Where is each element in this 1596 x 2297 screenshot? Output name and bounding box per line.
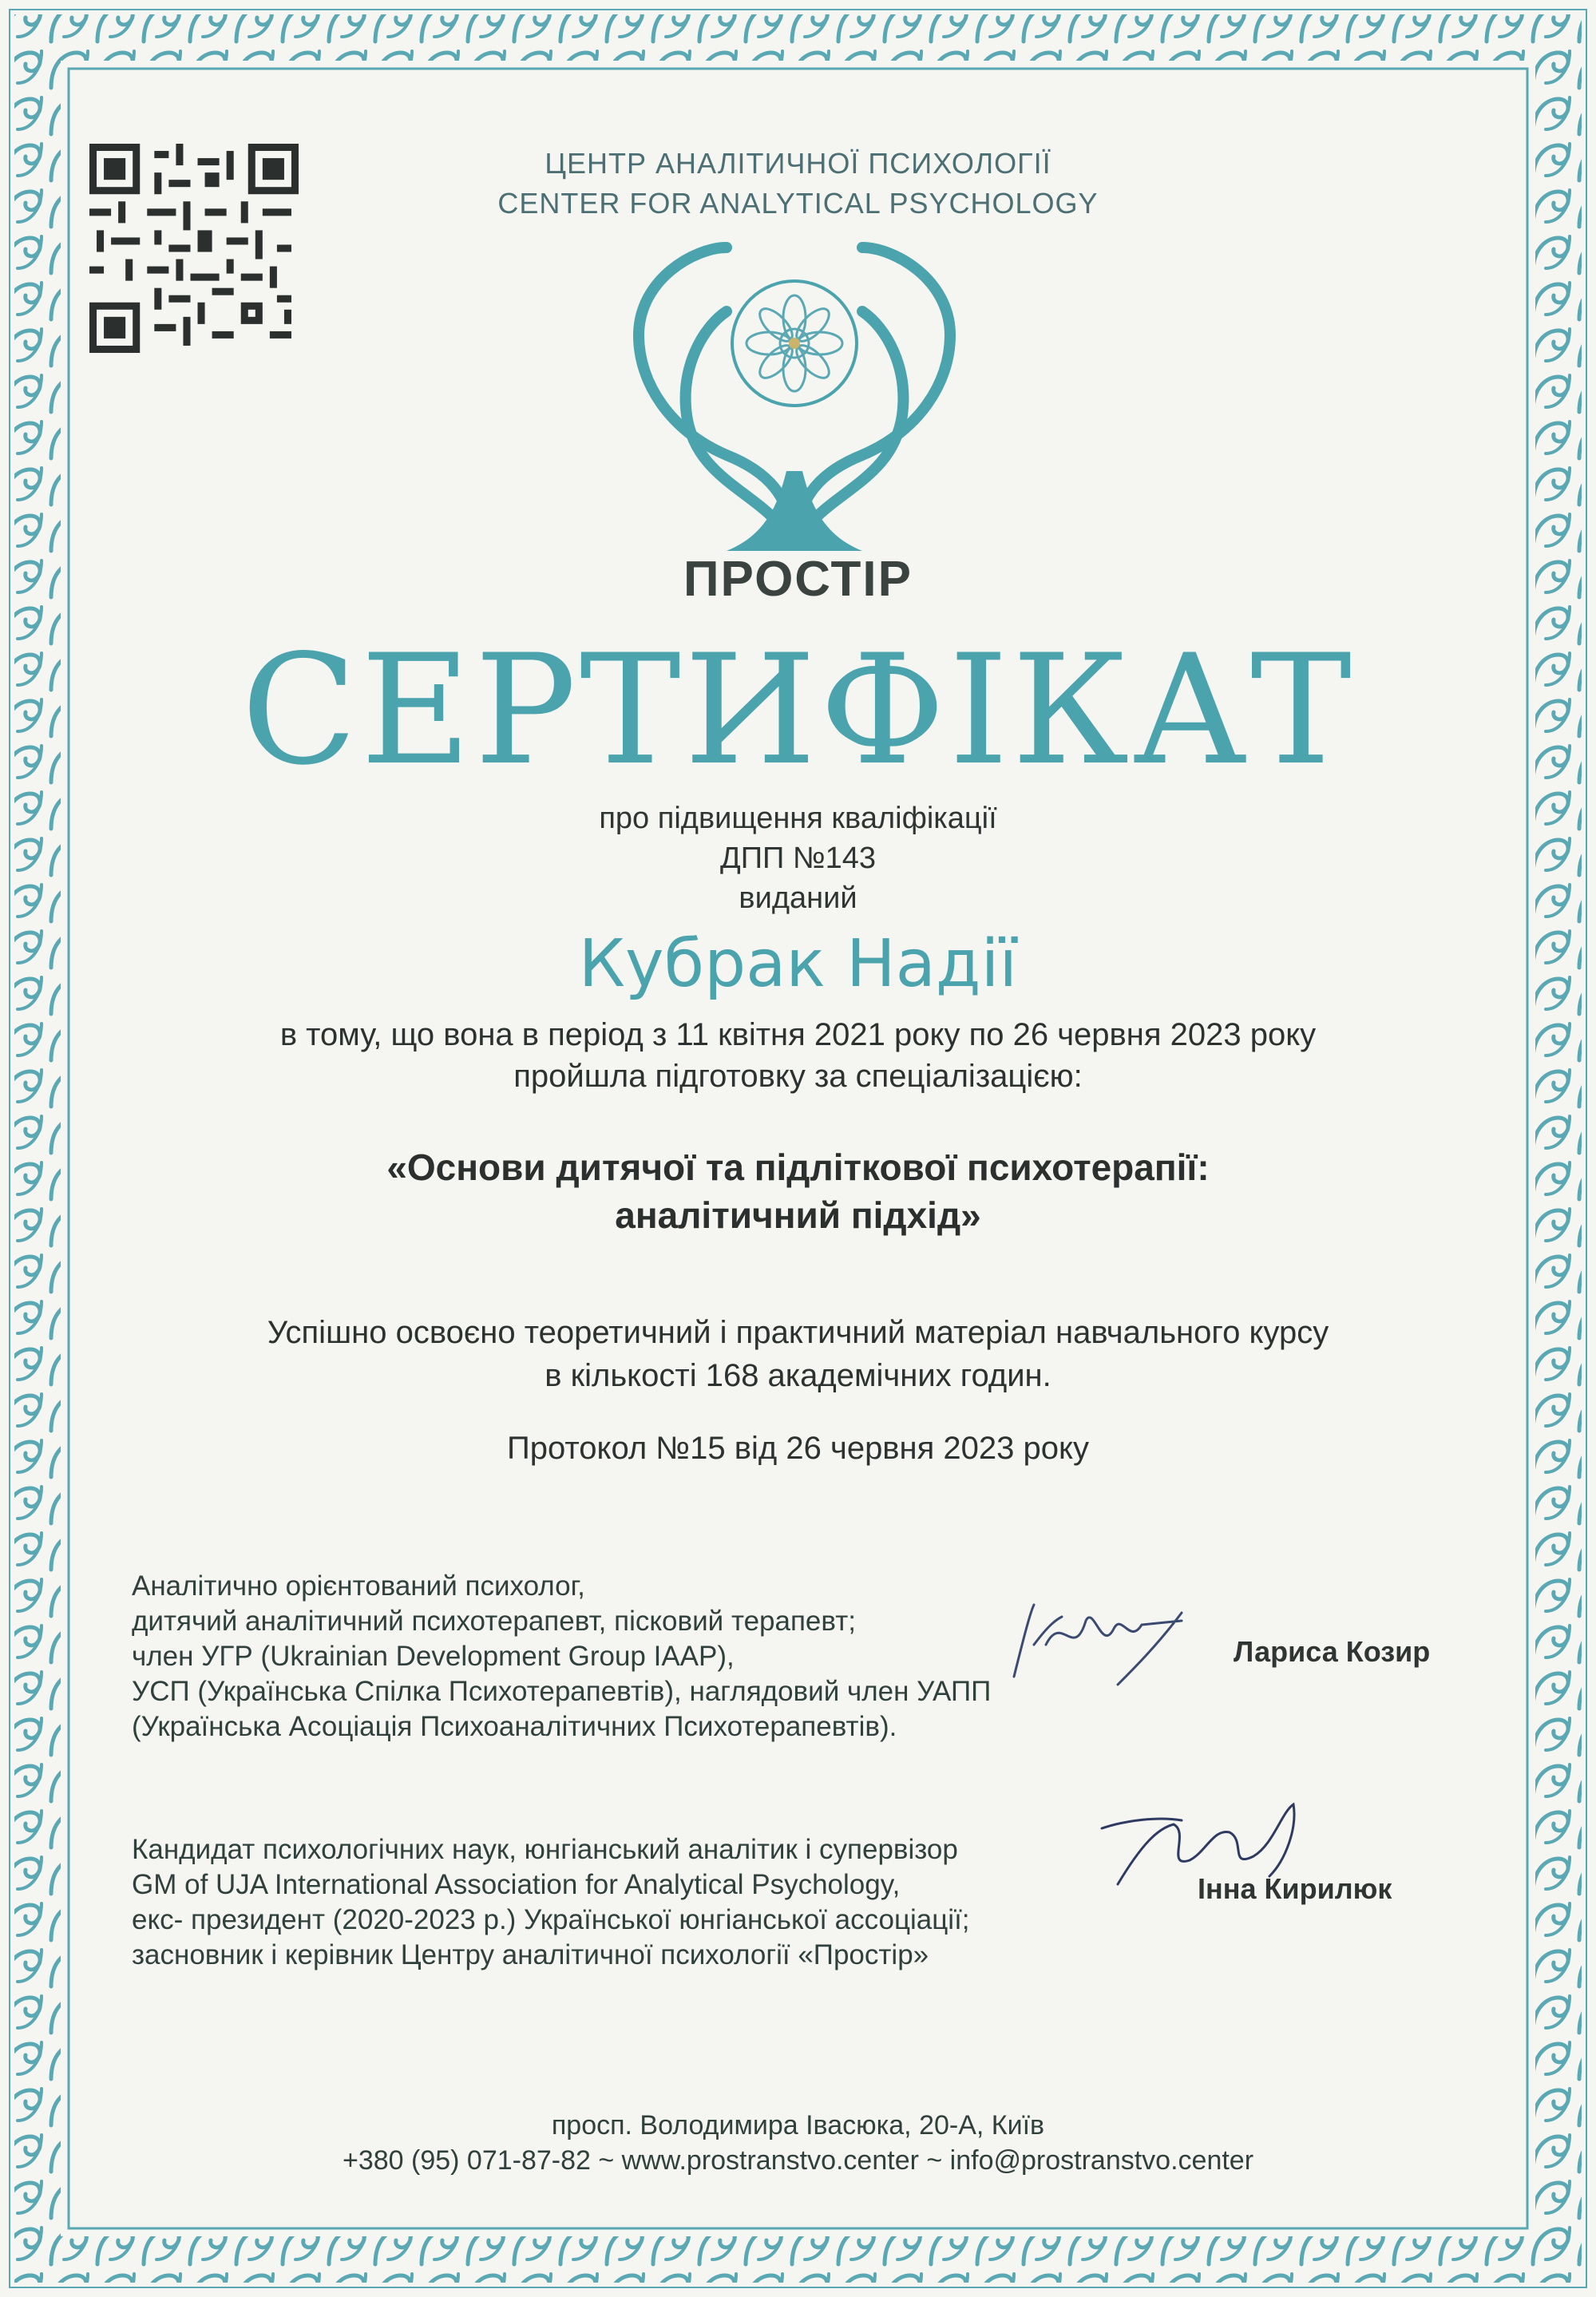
credential-line: (Українська Асоціація Психоаналітичних Психотерапевтів). xyxy=(132,1711,897,1742)
organization-name-en: CENTER FOR ANALYTICAL PSYCHOLOGY xyxy=(497,187,1099,220)
credential-line: дитячий аналітичний психотерапевт, пісковий терапевт; xyxy=(132,1606,856,1637)
course-title-line-2: аналітичний підхід» xyxy=(615,1194,981,1236)
footer-contacts[interactable]: +380 (95) 071-87-82 ~ www.prostranstvo.center ~ info@prostranstvo.center xyxy=(342,2145,1254,2176)
credential-line: Кандидат психологічних наук, юнгіанський аналітик і супервізор xyxy=(132,1834,958,1865)
signatory-2-credentials xyxy=(132,1832,970,1973)
protocol-line: Протокол №15 від 26 червня 2023 року xyxy=(507,1431,1089,1466)
course-title-line-1: «Основи дитячої та підліткової психотерапії: xyxy=(386,1147,1210,1188)
period-line: в тому, що вона в період з 11 квітня 2021 року по 26 червня 2023 року xyxy=(279,1017,1317,1052)
signatory-1-name: Лариса Козир xyxy=(1234,1635,1431,1668)
organization-name xyxy=(0,144,1596,224)
issued-label: виданий xyxy=(739,881,857,915)
brand-name: ПРОСТІР xyxy=(683,552,913,607)
credential-line: Аналітично орієнтований психолог, xyxy=(132,1570,585,1602)
credential-line: член УГР (Ukrainian Development Group IAAP), xyxy=(132,1641,735,1672)
certificate-number: ДПП №143 xyxy=(719,842,877,875)
signatory-1-credentials xyxy=(132,1569,991,1745)
certificate-subtitle: про підвищення кваліфікації xyxy=(599,802,997,835)
specialization-line: пройшла підготовку за спеціалізацією: xyxy=(513,1059,1083,1094)
credential-line: УСП (Українська Спілка Психотерапевтів), наглядовий член УАПП xyxy=(132,1676,992,1707)
completion-line-1: Успішно освоєно теоретичний і практичний матеріал навчального курсу xyxy=(267,1315,1329,1350)
signature-1-icon xyxy=(998,1597,1190,1701)
signatory-2-name: Інна Кирилюк xyxy=(1198,1872,1392,1905)
credential-line: екс- президент (2020-2023 р.) Української юнгіанської ассоціації; xyxy=(132,1904,970,1935)
credential-line: GM of UJA International Association for Analytical Psychology, xyxy=(132,1869,901,1900)
credential-line: засновник і керівник Центру аналітичної психології «Простір» xyxy=(132,1939,929,1970)
organization-name-uk: ЦЕНТР АНАЛІТИЧНОЇ ПСИХОЛОГІЇ xyxy=(545,147,1051,180)
tree-logo-icon xyxy=(607,232,982,551)
completion-line-2: в кількості 168 академічних годин. xyxy=(545,1358,1051,1393)
recipient-name: Кубрак Надії xyxy=(578,926,1018,1002)
certificate-title: СЕРТИФІКАТ xyxy=(241,622,1355,798)
footer-address: просп. Володимира Івасюка, 20-А, Київ xyxy=(551,2110,1045,2141)
